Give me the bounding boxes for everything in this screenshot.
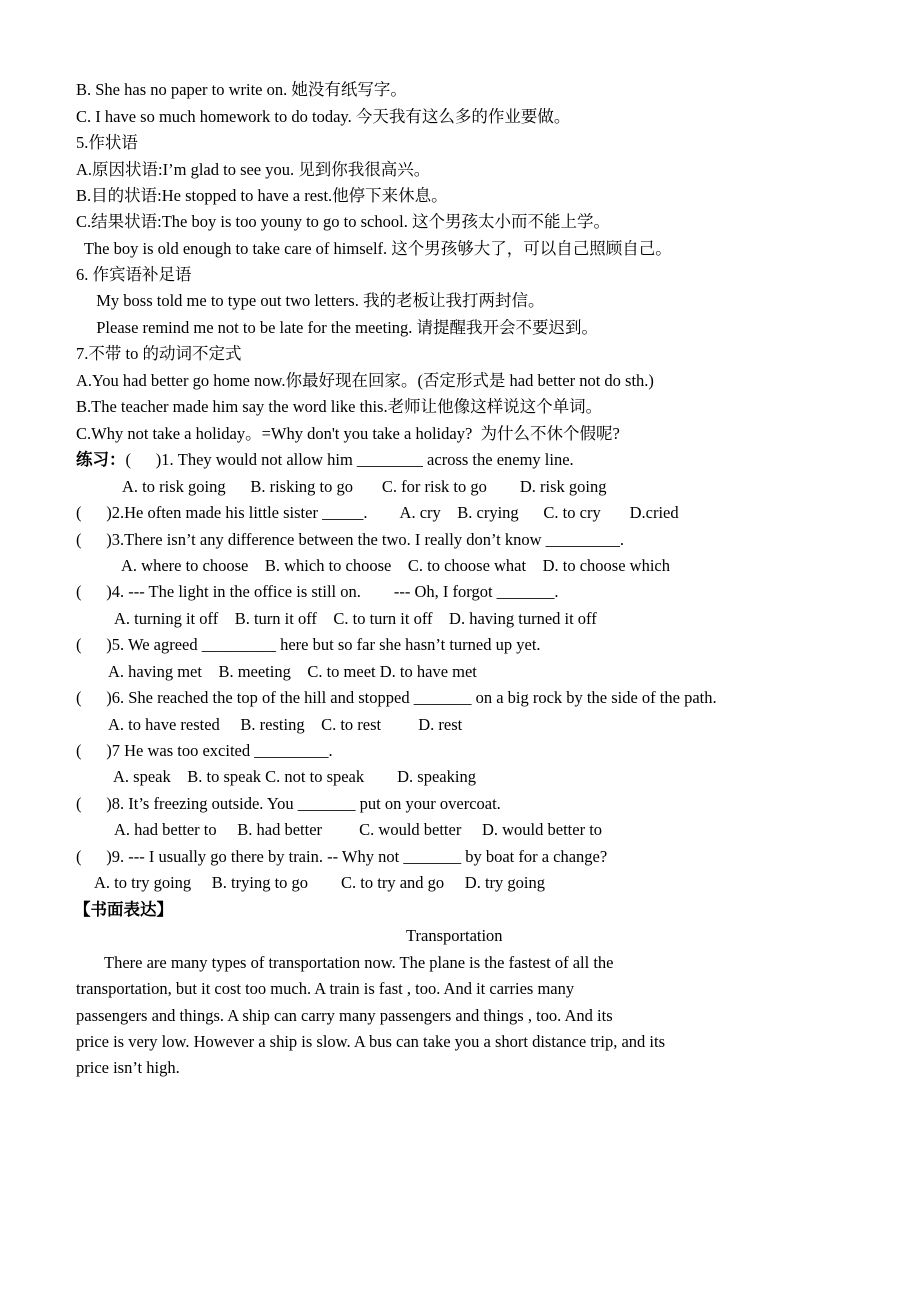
exercise-question-3: ( )3.There isn’t any difference between the two. I really don’t know _________. <box>76 530 625 549</box>
answer-options: A. where to choose B. which to choose C. to choose what D. to choose which <box>121 556 670 575</box>
exercise-question-2: ( )2.He often made his little sister _____. A. cry B. crying C. to cry D.cried <box>76 503 679 522</box>
answer-options: A. turning it off B. turn it off C. to turn it off D. having turned it off <box>114 609 597 628</box>
answer-options: A. speak B. to speak C. not to speak D. speaking <box>113 767 476 786</box>
essay-line: price is very low. However a ship is slow. A bus can take you a short distance trip, and its <box>76 1032 665 1051</box>
text-line: Please remind me not to be late for the meeting. 请提醒我开会不要迟到。 <box>88 318 599 337</box>
answer-options: A. having met B. meeting C. to meet D. to have met <box>108 662 477 681</box>
text-line: B.目的状语:He stopped to have a rest.他停下来休息。 <box>76 186 448 205</box>
section-heading: 6. 作宾语补足语 <box>76 265 192 284</box>
text-line: B.The teacher made him say the word like this.老师让他像这样说这个单词。 <box>76 397 603 416</box>
answer-options: A. to try going B. trying to go C. to try and go D. try going <box>94 873 545 892</box>
text-line: My boss told me to type out two letters. 我的老板让我打两封信。 <box>88 291 545 310</box>
text-line: C.结果状语:The boy is too youny to go to school. 这个男孩太小而不能上学。 <box>76 212 610 231</box>
question-text: ( )1. They would not allow him ________ across the enemy line. <box>125 450 574 469</box>
exercise-question-7: ( )7 He was too excited _________. <box>76 741 333 760</box>
writing-section-heading: 【书面表达】 <box>74 900 173 919</box>
exercise-label: 练习： <box>76 450 126 469</box>
essay-title: Transportation <box>406 926 503 945</box>
exercise-question-6: ( )6. She reached the top of the hill and stopped _______ on a big rock by the side of the path. <box>76 688 717 707</box>
essay-line: price isn’t high. <box>76 1058 180 1077</box>
essay-line: There are many types of transportation now. The plane is the fastest of all the <box>104 953 614 972</box>
exercise-question-1 <box>76 450 574 470</box>
text-line: A.You had better go home now.你最好现在回家。(否定形式是 had better not do sth.) <box>76 371 654 390</box>
section-heading: 5.作状语 <box>76 133 138 152</box>
exercise-question-8: ( )8. It’s freezing outside. You _______ put on your overcoat. <box>76 794 501 813</box>
text-line: C.Why not take a holiday。=Why don't you take a holiday? 为什么不休个假呢? <box>76 424 620 443</box>
text-line: The boy is old enough to take care of himself. 这个男孩够大了，可以自己照顾自己。 <box>80 239 672 258</box>
section-heading: 7.不带 to 的动词不定式 <box>76 344 242 363</box>
answer-options: A. to have rested B. resting C. to rest D. rest <box>108 715 463 734</box>
text-line: C. I have so much homework to do today. 今天我有这么多的作业要做。 <box>76 107 571 126</box>
exercise-question-4: ( )4. --- The light in the office is still on. --- Oh, I forgot _______. <box>76 582 559 601</box>
answer-options: A. had better to B. had better C. would better D. would better to <box>114 820 603 839</box>
text-line: A.原因状语:I’m glad to see you. 见到你我很高兴。 <box>76 160 431 179</box>
text-line: B. She has no paper to write on. 她没有纸写字。 <box>76 80 407 99</box>
exercise-question-9: ( )9. --- I usually go there by train. -- Why not _______ by boat for a change? <box>76 847 608 866</box>
answer-options: A. to risk going B. risking to go C. for risk to go D. risk going <box>122 477 607 496</box>
essay-line: transportation, but it cost too much. A train is fast , too. And it carries many <box>76 979 575 998</box>
exercise-question-5: ( )5. We agreed _________ here but so far she hasn’t turned up yet. <box>76 635 541 654</box>
essay-line: passengers and things. A ship can carry many passengers and things , too. And its <box>76 1006 613 1025</box>
